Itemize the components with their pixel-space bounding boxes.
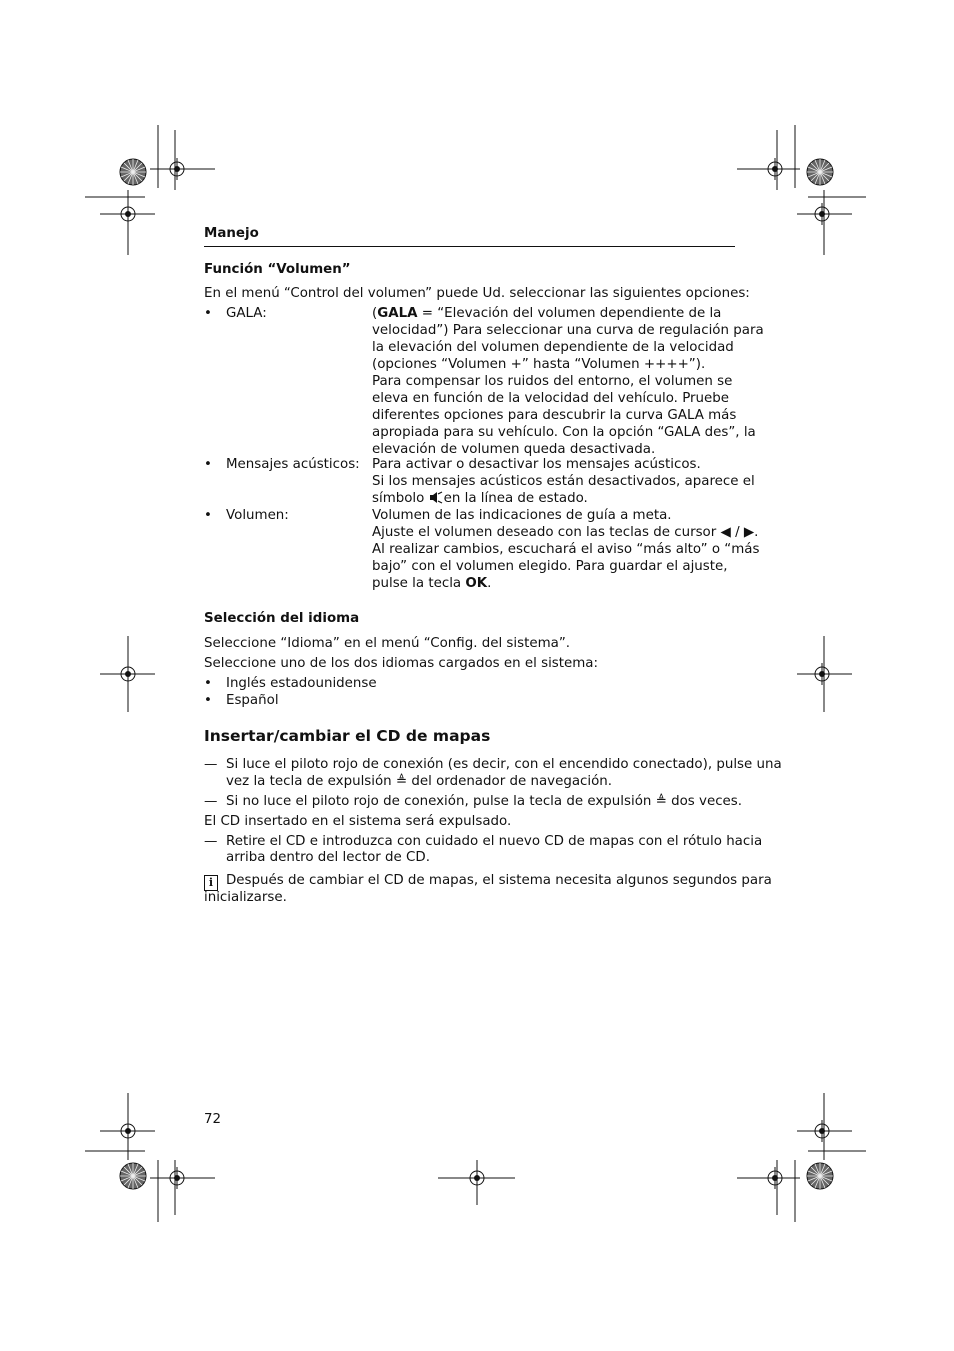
list-bullet: •: [204, 508, 212, 523]
info-note-cont: inicializarse.: [204, 890, 287, 905]
option-desc-mensajes: [372, 456, 755, 509]
cd-step-3-cont: arriba dentro del lector de CD.: [226, 850, 430, 865]
desc-line: Para activar o desactivar los mensajes acústicos.: [372, 457, 701, 472]
desc-line: (opciones “Volumen +” hasta “Volumen ++++”).: [372, 357, 706, 372]
cd-step-1: Si luce el piloto rojo de conexión (es decir, con el encendido conectado), pulse una: [226, 757, 782, 772]
option-label-mensajes: Mensajes acústicos:: [226, 457, 360, 472]
info-text: Después de cambiar el CD de mapas, el sistema necesita algunos segundos para: [226, 873, 772, 888]
desc-line: diferentes opciones para descubrir la curva GALA más: [372, 408, 737, 423]
desc-line: la elevación del volumen dependiente de la velocidad: [372, 340, 734, 355]
option-desc-gala: [372, 305, 764, 458]
desc-text: símbolo: [372, 491, 425, 506]
header-rule: [204, 246, 735, 247]
step-dash: —: [204, 794, 218, 809]
desc-line: bajo” con el volumen elegido. Para guardar el ajuste,: [372, 559, 728, 574]
desc-text: pulse la tecla: [372, 576, 466, 591]
idioma-p1: Seleccione “Idioma” en el menú “Config. del sistema”.: [204, 636, 571, 651]
desc-line: Para compensar los ruidos del entorno, el volumen se: [372, 374, 733, 389]
step-dash: —: [204, 834, 218, 849]
option-label-volumen: Volumen:: [226, 508, 289, 523]
desc-line: Volumen de las indicaciones de guía a meta.: [372, 508, 672, 523]
page-number: 72: [204, 1112, 222, 1127]
desc-line: apropiada para su vehículo. Con la opción “GALA des”, la: [372, 425, 756, 440]
desc-line: [372, 305, 736, 322]
desc-line: Si los mensajes acústicos están desactivados, aparece el: [372, 474, 755, 489]
desc-line: elevación de volumen queda desactivada.: [372, 442, 656, 457]
desc-text: (: [372, 306, 378, 321]
running-header: Manejo: [204, 226, 259, 241]
list-bullet: •: [204, 306, 212, 321]
cd-step-2: Si no luce el piloto rojo de conexión, pulse la tecla de expulsión ≜ dos veces.: [226, 794, 743, 809]
idioma-p2: Seleccione uno de los dos idiomas cargados en el sistema:: [204, 656, 599, 671]
list-bullet: •: [204, 676, 212, 691]
cd-note: El CD insertado en el sistema será expulsado.: [204, 814, 512, 829]
desc-line: Al realizar cambios, escuchará el aviso “más alto” o “más: [372, 542, 760, 557]
section-title-idioma: Selección del idioma: [204, 611, 360, 626]
desc-line: velocidad”) Para seleccionar una curva de regulación para: [372, 323, 764, 338]
gala-term: GALA: [377, 306, 418, 321]
cd-step-1-cont: vez la tecla de expulsión ≜ del ordenador de navegación.: [226, 774, 613, 789]
step-dash: —: [204, 757, 218, 772]
language-option: Inglés estadounidense: [226, 676, 377, 691]
desc-line: [372, 575, 736, 592]
info-note: [204, 872, 772, 891]
option-label-gala: GALA:: [226, 306, 267, 321]
list-bullet: •: [204, 693, 212, 708]
volumen-intro: En el menú “Control del volumen” puede Ud. seleccionar las siguientes opciones:: [204, 286, 750, 301]
desc-line: Ajuste el volumen deseado con las teclas de cursor ◀ / ▶.: [372, 525, 759, 540]
desc-text: .: [487, 576, 492, 591]
cd-step-3: Retire el CD e introduzca con cuidado el nuevo CD de mapas con el rótulo hacia: [226, 834, 763, 849]
desc-line: eleva en función de la velocidad del vehículo. Pruebe: [372, 391, 730, 406]
desc-text: en la línea de estado.: [443, 491, 588, 506]
section-title-volumen: Función “Volumen”: [204, 262, 351, 277]
option-desc-volumen: [372, 507, 760, 592]
list-bullet: •: [204, 457, 212, 472]
language-option: Español: [226, 693, 279, 708]
section-title-cd: Insertar/cambiar el CD de mapas: [204, 727, 491, 745]
ok-key: OK: [465, 576, 488, 591]
info-icon: i: [204, 875, 218, 891]
desc-text: = “Elevación del volumen dependiente de la: [417, 306, 722, 321]
